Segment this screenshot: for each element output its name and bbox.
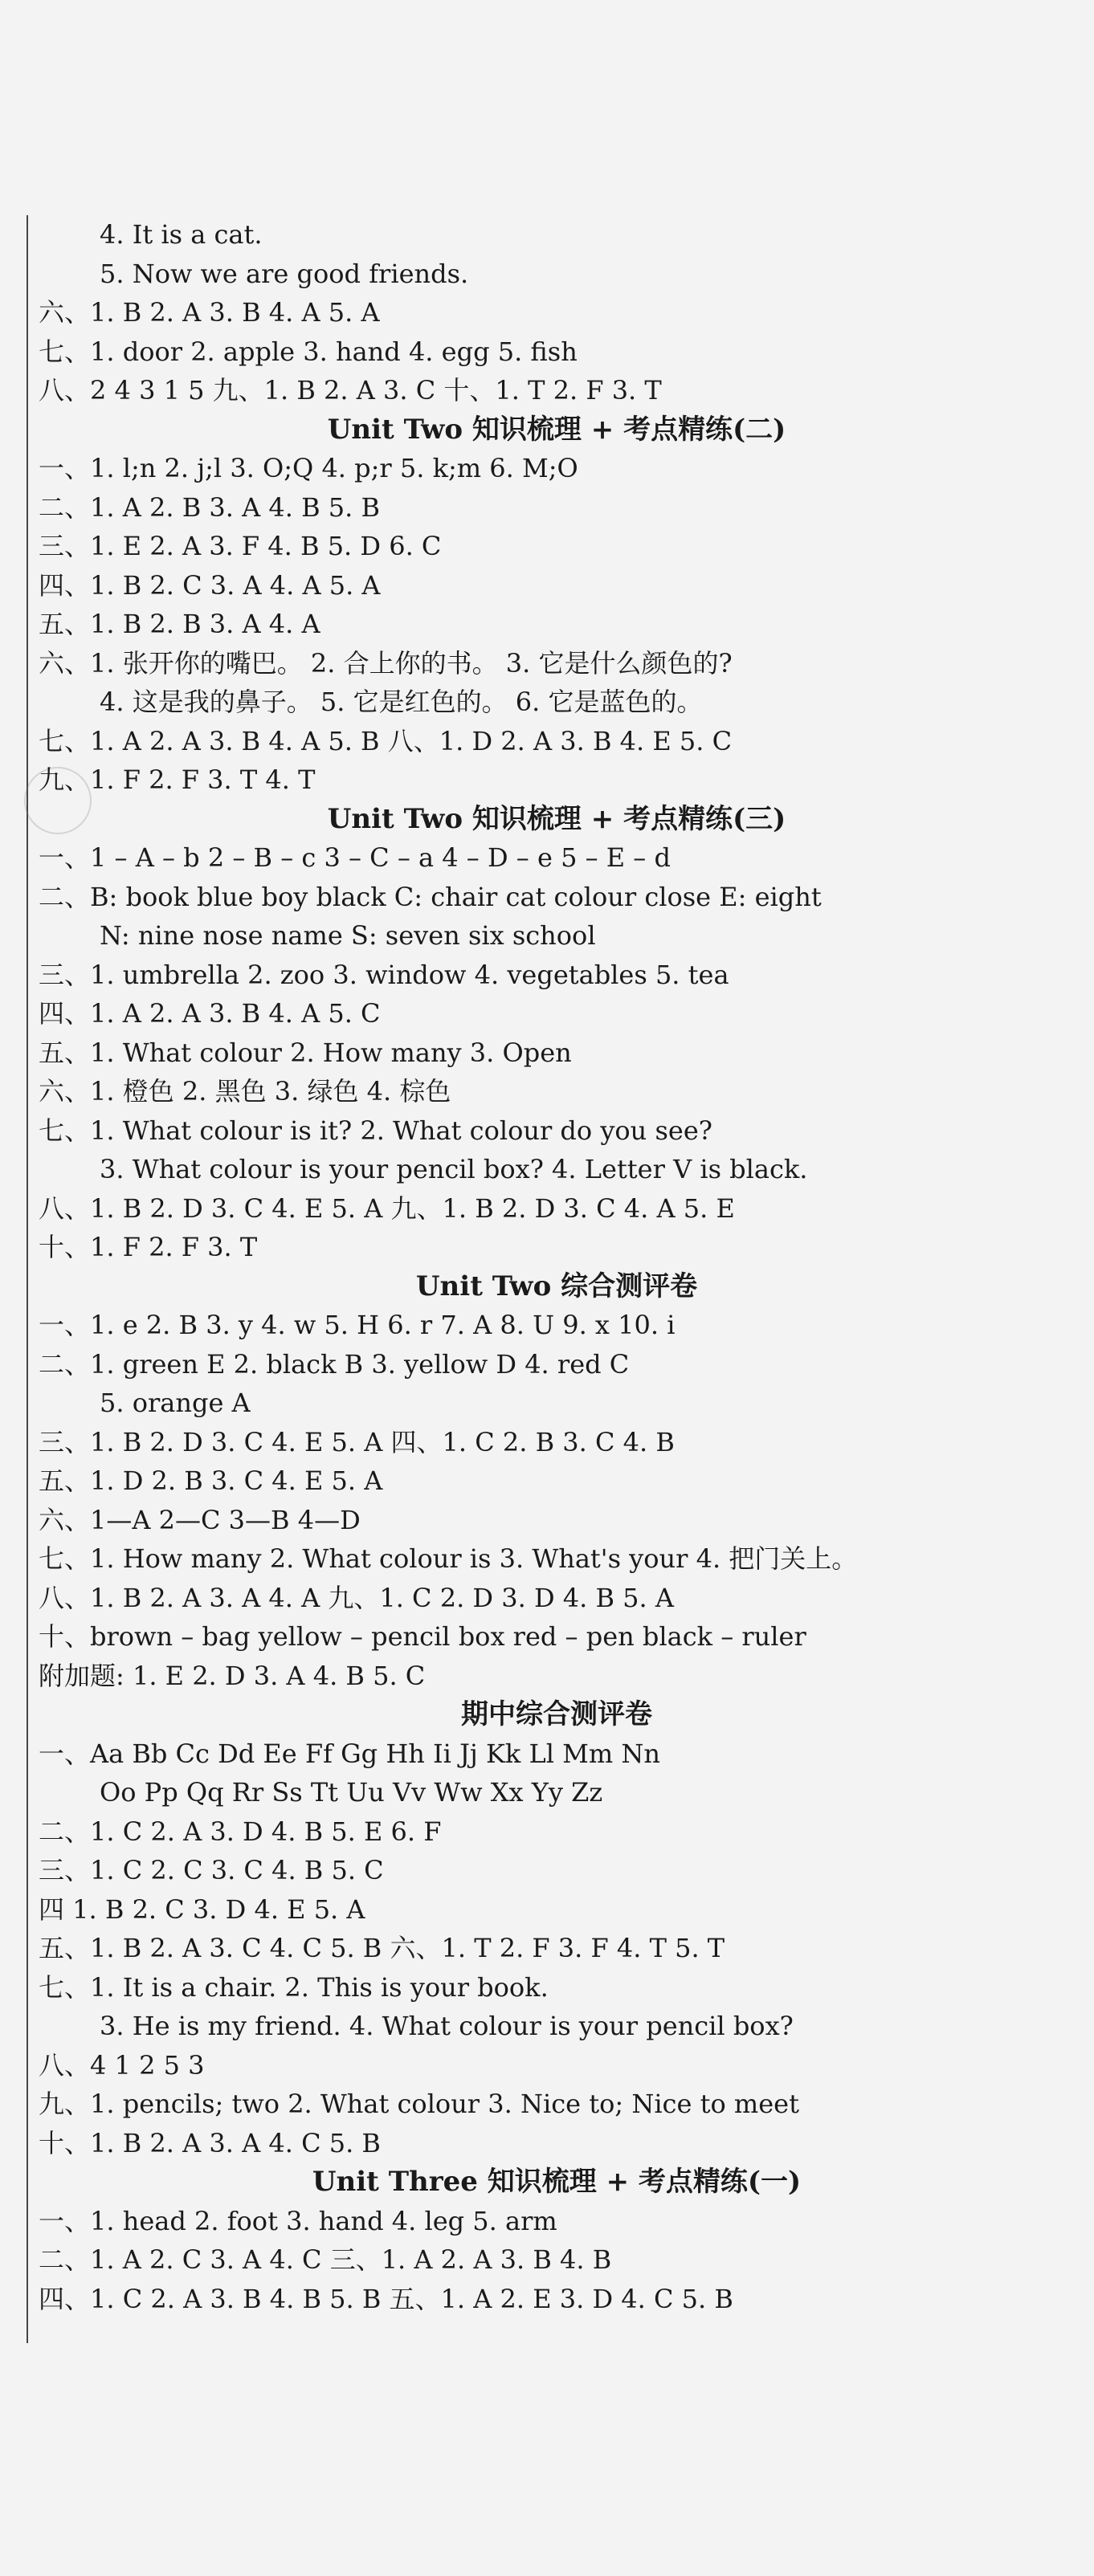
answer-line: 一、Aa Bb Cc Dd Ee Ff Gg Hh Ii Jj Kk Ll Mm Nn	[39, 1738, 661, 1769]
answer-line: 四、1. C 2. A 3. B 4. B 5. B 五、1. A 2. E 3. D 4. C 5. B	[39, 2283, 733, 2314]
answer-line: 4. 这是我的鼻子。 5. 它是红色的。 6. 它是蓝色的。	[100, 687, 703, 717]
answer-line: 十、1. B 2. A 3. A 4. C 5. B	[39, 2127, 381, 2158]
answer-line: 一、1. head 2. foot 3. hand 4. leg 5. arm	[39, 2205, 557, 2236]
answer-line: 5. orange A	[100, 1388, 251, 1418]
answer-line: 三、1. B 2. D 3. C 4. E 5. A 四、1. C 2. B 3. C 4. B	[39, 1426, 675, 1457]
answer-line: 一、1. e 2. B 3. y 4. w 5. H 6. r 7. A 8. U 9. x 10. i	[39, 1310, 676, 1340]
answer-line: 三、1. umbrella 2. zoo 3. window 4. vegetables 5. tea	[39, 959, 729, 990]
answer-line: 六、1—A 2—C 3—B 4—D	[39, 1504, 361, 1535]
answer-line: 八、1. B 2. D 3. C 4. E 5. A 九、1. B 2. D 3. C 4. A 5. E	[39, 1192, 735, 1224]
answer-line: 4. It is a cat.	[100, 219, 263, 250]
answer-line: 三、1. E 2. A 3. F 4. B 5. D 6. C	[39, 531, 442, 561]
answer-content	[39, 215, 1075, 2318]
answer-line: 八、1. B 2. A 3. A 4. A 九、1. C 2. D 3. D 4. B 5. A	[39, 1582, 674, 1613]
answer-line: 3. He is my friend. 4. What colour is your pencil box?	[100, 2011, 794, 2041]
answer-line: 六、1. B 2. A 3. B 4. A 5. A	[39, 297, 380, 328]
answer-line: 六、1. 张开你的嘴巴。 2. 合上你的书。 3. 它是什么颜色的?	[39, 647, 733, 679]
section-heading: Unit Two 综合测评卷	[415, 1270, 698, 1302]
answer-line: 七、1. How many 2. What colour is 3. What's your 4. 把门关上。	[39, 1543, 858, 1574]
answer-line: 九、1. F 2. F 3. T 4. T	[39, 764, 316, 795]
answer-line: 十、brown – bag yellow – pencil box red – pen black – ruler	[39, 1621, 806, 1652]
answer-line: 二、1. green E 2. black B 3. yellow D 4. red C	[39, 1348, 630, 1380]
answer-line: 四、1. B 2. C 3. A 4. A 5. A	[39, 569, 381, 601]
answer-line: 四 1. B 2. C 3. D 4. E 5. A	[39, 1893, 365, 1925]
answer-line: 七、1. A 2. A 3. B 4. A 5. B 八、1. D 2. A 3. B 4. E 5. C	[39, 725, 733, 756]
answer-line: 一、1 – A – b 2 – B – c 3 – C – a 4 – D – e 5 – E – d	[39, 842, 671, 873]
answer-line: 八、4 1 2 5 3	[39, 2049, 205, 2081]
answer-line: 八、2 4 3 1 5 九、1. B 2. A 3. C 十、1. T 2. F 3. T	[39, 375, 662, 406]
answer-line: N: nine nose name S: seven six school	[100, 920, 596, 951]
section-heading: 期中综合测评卷	[461, 1698, 652, 1730]
section-heading: Unit Two 知识梳理 + 考点精练(三)	[327, 802, 786, 835]
answer-line: 二、1. C 2. A 3. D 4. B 5. E 6. F	[39, 1816, 442, 1847]
margin-rule	[27, 215, 28, 2343]
answer-line: 十、1. F 2. F 3. T	[39, 1232, 258, 1262]
answer-line: 五、1. B 2. B 3. A 4. A	[39, 609, 320, 639]
answer-line: 五、1. D 2. B 3. C 4. E 5. A	[39, 1465, 383, 1496]
answer-line: 七、1. door 2. apple 3. hand 4. egg 5. fish	[39, 336, 578, 367]
answer-line: 五、1. B 2. A 3. C 4. C 5. B 六、1. T 2. F 3. F 4. T 5. T	[39, 1933, 725, 1963]
answer-line: 二、1. A 2. B 3. A 4. B 5. B	[39, 491, 380, 523]
answer-line: 四、1. A 2. A 3. B 4. A 5. C	[39, 998, 381, 1029]
section-heading: Unit Two 知识梳理 + 考点精练(二)	[327, 413, 786, 446]
answer-line: 三、1. C 2. C 3. C 4. B 5. C	[39, 1855, 384, 1885]
answer-line: 五、1. What colour 2. How many 3. Open	[39, 1037, 572, 1068]
answer-line: 二、1. A 2. C 3. A 4. C 三、1. A 2. A 3. B 4. B	[39, 2244, 612, 2275]
answer-line: 六、1. 橙色 2. 黑色 3. 绿色 4. 棕色	[39, 1076, 451, 1107]
answer-line: 二、B: book blue boy black C: chair cat colour close E: eight	[39, 881, 822, 912]
answer-line: 七、1. What colour is it? 2. What colour do you see?	[39, 1115, 712, 1146]
answer-line: 5. Now we are good friends.	[100, 258, 469, 289]
answer-line: 七、1. It is a chair. 2. This is your book.	[39, 1971, 549, 2003]
answer-line: 3. What colour is your pencil box? 4. Letter V is black.	[100, 1154, 808, 1184]
section-heading: Unit Three 知识梳理 + 考点精练(一)	[312, 2166, 802, 2198]
answer-line: 附加题: 1. E 2. D 3. A 4. B 5. C	[39, 1660, 426, 1691]
answer-line: 九、1. pencils; two 2. What colour 3. Nice to; Nice to meet	[39, 2089, 799, 2119]
answer-line: 一、1. l;n 2. j;l 3. O;Q 4. p;r 5. k;m 6. M;O	[39, 453, 578, 483]
answer-line: Oo Pp Qq Rr Ss Tt Uu Vv Ww Xx Yy Zz	[100, 1777, 603, 1808]
